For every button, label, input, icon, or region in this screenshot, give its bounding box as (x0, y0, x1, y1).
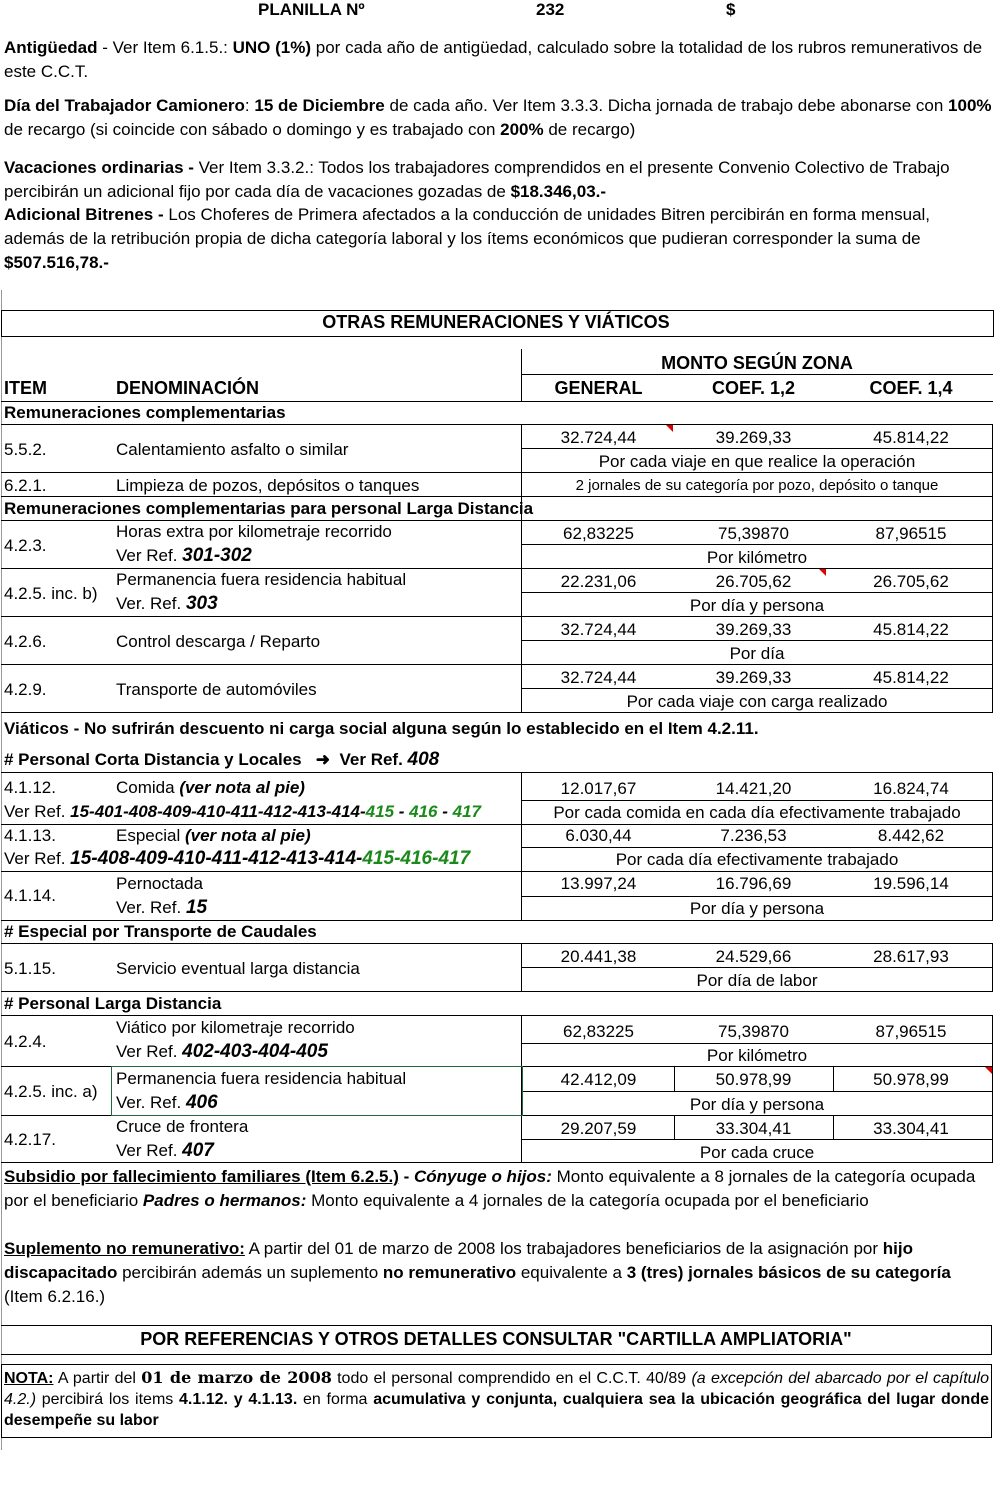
value-note: Por cada día efectivamente trabajado (615, 850, 899, 869)
value-coef12: 7.236,53 (720, 826, 787, 845)
ref-label: Ver Ref. (116, 546, 183, 565)
antiguedad-title: Antigüedad (4, 38, 98, 57)
corta-ref-value: 408 (407, 749, 440, 770)
grid-line (1, 824, 993, 825)
grid-line (521, 592, 993, 593)
value-general: 29.207,59 (560, 1119, 637, 1138)
grid-line (1, 920, 993, 921)
dia-text2: de recargo (si coincide con sábado o domingo y es trabajado con (4, 120, 501, 139)
grid-line (521, 896, 993, 897)
value-coef14: 87,96515 (875, 1022, 947, 1041)
value-coef12: 39.269,33 (715, 620, 792, 639)
ref-label: Ver. Ref. (116, 1093, 186, 1112)
vacaciones-amount: $18.346,03.- (510, 182, 607, 201)
item-name: Viático por kilometraje recorrido (116, 1018, 355, 1037)
grid-line (521, 544, 993, 545)
item-name: Control descarga / Reparto (116, 632, 321, 651)
value-coef14: 45.814,22 (873, 428, 949, 447)
ref-value: 15 (185, 897, 208, 918)
planilla-label: PLANILLA Nº (258, 0, 365, 19)
bitrenes-paragraph (4, 203, 994, 275)
planilla-number: 232 (536, 0, 565, 19)
suplemento-bold: 3 (tres) jornales básicos de su categoría (626, 1263, 951, 1282)
item-code: 6.2.1. (4, 476, 47, 495)
value-general: 22.231,06 (560, 572, 637, 591)
antiguedad-paragraph (4, 36, 994, 84)
dia-date: 15 de Diciembre (254, 96, 385, 115)
coef12-header: COEF. 1,2 (711, 378, 796, 398)
suplemento-paragraph (4, 1237, 994, 1309)
value-coef14: 16.824,74 (873, 779, 949, 798)
grid-line (1, 424, 993, 425)
ref-label: Ver Ref. (4, 802, 71, 821)
referencias-text: POR REFERENCIAS Y OTROS DETALLES CONSULTAR "CARTILLA AMPLIATORIA" (140, 1329, 852, 1349)
grid-line (1, 616, 993, 617)
currency-symbol: $ (726, 0, 736, 19)
section-title: OTRAS REMUNERACIONES Y VIÁTICOS (322, 312, 670, 332)
grid-line (1, 664, 993, 665)
value-note: Por cada comida en cada día efectivamente trabajado (553, 803, 961, 822)
grid-line (521, 688, 993, 689)
ref-value: 402-403-404-405 (182, 1041, 328, 1062)
value-note: Por cada viaje en que realice la operación (598, 452, 916, 471)
dia-text3: de recargo) (543, 120, 636, 139)
item-name-text: Especial (116, 826, 185, 845)
group-rem-larga: Remuneraciones complementarias para personal Larga Distancia (4, 499, 534, 518)
denominacion-header: DENOMINACIÓN (116, 378, 259, 398)
grid-line (1, 496, 993, 497)
general-header: GENERAL (554, 378, 643, 398)
value-coef12: 14.421,20 (715, 779, 792, 798)
ref-value: 15-408-409-410-411-412-413-414- (70, 848, 363, 869)
item-code: 5.5.2. (4, 440, 47, 459)
page-left-border (1, 290, 2, 1450)
item-name: Permanencia fuera residencia habitual (116, 570, 407, 589)
item-name: Limpieza de pozos, depósitos o tanques (116, 476, 420, 495)
value-coef14: 33.304,41 (873, 1119, 949, 1138)
value-coef14: 45.814,22 (873, 668, 949, 687)
item-name: Transporte de automóviles (116, 680, 317, 699)
nota-items: 4.1.12. y 4.1.13. (179, 1391, 298, 1408)
item-name (116, 778, 305, 798)
subsidio-padres-label: Padres o hermanos: (142, 1191, 307, 1210)
value-note: Por kilómetro (706, 548, 808, 567)
subsidio-title: Subsidio por fallecimiento familiares (Item 6.2.5.) (4, 1167, 399, 1186)
nota-text: A partir del (53, 1370, 142, 1387)
item-name: Permanencia fuera residencia habitual (116, 1069, 407, 1088)
subsidio-padres-text: Monto equivalente a 4 jornales de la categoría ocupada por el beneficiario (306, 1191, 869, 1210)
vacaciones-title: Vacaciones ordinarias - (4, 158, 199, 177)
nota-label: NOTA: (4, 1370, 54, 1387)
ref-label: Ver. Ref. (116, 898, 186, 917)
subsidio-paragraph (4, 1165, 994, 1213)
ref-value-green: 415 (365, 802, 395, 821)
value-general: 62,83225 (563, 1022, 634, 1041)
value-note: Por día y persona (689, 1095, 825, 1114)
antiguedad-text: - Ver Item 6.1.5.: (97, 38, 233, 57)
value-coef12: 75,39870 (718, 524, 789, 543)
grid-line (1, 871, 993, 872)
subsidio-dash: - (398, 1167, 414, 1186)
item-code: 4.1.13. (4, 826, 56, 845)
value-general: 42.412,09 (560, 1070, 637, 1089)
ref-label: Ver Ref. (116, 1141, 183, 1160)
value-general: 6.030,44 (565, 826, 632, 845)
vacaciones-paragraph (4, 156, 994, 204)
item-code: 4.2.5. inc. a) (4, 1082, 98, 1101)
ref-value: 15-401-408-409-410-411-412-413-414- (70, 802, 366, 821)
item-ref (4, 848, 470, 870)
item-name-note: (ver nota al pie) (184, 826, 311, 845)
value-general: 12.017,67 (560, 779, 637, 798)
item-name-text: Comida (116, 778, 180, 797)
nota-exception: (a excepción del abarcado por el capítulo 4.2.) (4, 1370, 990, 1408)
larga-heading: # Personal Larga Distancia (4, 994, 222, 1013)
item-code: 4.2.5. inc. b) (4, 584, 98, 603)
item-ref (116, 1092, 218, 1114)
dia-title: Día del Trabajador Camionero (4, 96, 245, 115)
ref-value: 406 (185, 1092, 218, 1113)
header-bottom-line (1, 401, 993, 402)
ref-label: Ver Ref. (4, 849, 71, 868)
grid-line (521, 640, 993, 641)
bitrenes-text: Los Choferes de Primera afectados a la conducción de unidades Bitren percibirán en forma mensual, además de la retribución propia de dicha categoría laboral y los ítems económicos que pudieran corresponder la suma de (4, 205, 931, 248)
suplemento-text: A partir del 01 de marzo de 2008 los trabajadores beneficiarios de la asignación por (244, 1239, 883, 1258)
value-general: 32.724,44 (560, 620, 637, 639)
grid-line (521, 1091, 993, 1092)
item-name (116, 826, 311, 846)
value-coef14: 28.617,93 (873, 947, 949, 966)
item-code: 4.2.3. (4, 536, 47, 555)
corta-heading (4, 749, 439, 771)
ref-value-green: 417 (452, 802, 481, 821)
ref-value-green: 416 (409, 802, 438, 821)
dia-pct2: 200% (500, 120, 544, 139)
item-name: Servicio eventual larga distancia (116, 959, 360, 978)
item-code: 4.2.6. (4, 632, 47, 651)
ref-value-green: 415-416-417 (362, 848, 471, 869)
grid-line (992, 1015, 993, 1162)
nota-text: en forma (297, 1391, 374, 1408)
value-coef12: 39.269,33 (715, 668, 792, 687)
value-general: 32.724,44 (560, 668, 637, 687)
value-coef12: 24.529,66 (715, 947, 792, 966)
suplemento-bold: no remunerativo (382, 1263, 517, 1282)
grid-line (1, 472, 993, 473)
item-code: 4.2.9. (4, 680, 47, 699)
item-name: Horas extra por kilometraje recorrido (116, 522, 392, 541)
value-note: Por día de labor (696, 971, 818, 990)
nota-bold-text: acumulativa y conjunta, cualquiera sea la ubicación geográfica del lugar donde desempeñe su labor (4, 1391, 989, 1429)
value-coef12: 75,39870 (718, 1022, 789, 1041)
item-name-note: (ver nota al pie) (179, 778, 305, 797)
value-coef12: 39.269,33 (715, 428, 792, 447)
subsidio-conyuge-label: Cónyuge o hijos: (414, 1167, 552, 1186)
value-general: 32.724,44 (560, 428, 637, 447)
item-code: 4.2.17. (4, 1130, 56, 1149)
value-coef12: 16.796,69 (715, 874, 792, 893)
item-name: Pernoctada (116, 874, 203, 893)
dia-text1: de cada año. Ver Item 3.3.3. Dicha jornada de trabajo debe abonarse con (384, 96, 949, 115)
nota-text: percibirá los items (36, 1391, 180, 1408)
item-ref (116, 593, 218, 615)
nota-date: 01 de marzo de 2008 (141, 1368, 332, 1387)
grid-line (1, 943, 993, 944)
grid-line (1, 991, 993, 992)
comment-marker (819, 569, 826, 576)
value-note: Por día y persona (689, 596, 825, 615)
suplemento-title: Suplemento no remunerativo: (4, 1239, 245, 1258)
coef14-header: COEF. 1,4 (869, 378, 953, 398)
grid-line (521, 847, 993, 848)
grid-line (521, 800, 993, 801)
suplemento-text: (Item 6.2.16.) (4, 1287, 106, 1306)
value-coef14: 19.596,14 (873, 874, 949, 893)
value-coef14: 26.705,62 (873, 572, 949, 591)
value-coef12: 33.304,41 (715, 1119, 792, 1138)
value-note: Por kilómetro (706, 1046, 808, 1065)
arrow-right-icon: ➜ (315, 750, 331, 769)
antiguedad-pct: (1%) (275, 38, 312, 57)
viaticos-heading: Viáticos - No sufrirán descuento ni carga social alguna según lo establecido en el Item 4.2.11. (4, 719, 759, 738)
corta-ref-label: Ver Ref. (339, 750, 403, 769)
value-coef14: 45.814,22 (873, 620, 949, 639)
item-ref (4, 802, 481, 822)
value-coef12: 26.705,62 (715, 572, 792, 591)
corta-label: # Personal Corta Distancia y Locales (4, 750, 302, 769)
nota-paragraph (4, 1367, 989, 1431)
dia-pct1: 100% (948, 96, 992, 115)
value-coef14: 8.442,62 (877, 826, 945, 845)
value-note: Por día y persona (689, 899, 825, 918)
grid-line (992, 772, 993, 920)
ref-dash: - (394, 802, 410, 821)
item-ref (116, 545, 252, 567)
caudales-heading: # Especial por Transporte de Caudales (4, 922, 317, 941)
value-general: 62,83225 (563, 524, 634, 543)
bitrenes-title: Adicional Bitrenes - (4, 205, 169, 224)
vacaciones-text: Ver Item 3.3.2.: Todos los trabajadores comprendidos en el presente Convenio Colectivo de Trabajo percibirán un adicional fijo por cada día de vacaciones gozadas de (4, 158, 950, 201)
grid-line (1, 1015, 993, 1016)
suplemento-text: equivalente a (516, 1263, 627, 1282)
comment-marker (985, 1067, 992, 1074)
comment-marker (666, 425, 673, 432)
value-note: Por día (729, 644, 785, 663)
nota-text: todo el personal comprendido en el C.C.T. 40/89 (331, 1370, 692, 1387)
item-header: ITEM (4, 378, 47, 398)
grid-line (521, 448, 993, 449)
item-ref (116, 1041, 328, 1063)
dia-colon: : (244, 96, 255, 115)
item-code: 5.1.15. (4, 959, 56, 978)
value-note: Por cada viaje con carga realizado (626, 692, 888, 711)
value-note: 2 jornales de su categoría por pozo, depósito o tanque (575, 477, 939, 494)
suplemento-bold: hijo discapacitado (4, 1239, 913, 1282)
ref-label: Ver. Ref. (116, 594, 186, 613)
item-code: 4.2.4. (4, 1032, 47, 1051)
grid-line (1, 772, 993, 773)
item-code: 4.1.14. (4, 886, 56, 905)
group-rem-comp: Remuneraciones complementarias (4, 403, 286, 422)
value-general: 20.441,38 (560, 947, 637, 966)
antiguedad-text2: por cada año de antigüedad, calculado sobre la totalidad de los rubros remunerativos de este C.C.T. (4, 38, 983, 81)
value-coef14: 87,96515 (875, 524, 947, 543)
monto-underline (521, 374, 993, 375)
ref-value: 301-302 (182, 545, 252, 566)
grid-line (521, 967, 993, 968)
item-code: 4.1.12. (4, 778, 56, 797)
item-name: Calentamiento asfalto o similar (116, 440, 349, 459)
grid-line (1, 520, 993, 521)
ref-value: 407 (182, 1140, 214, 1161)
item-name: Cruce de frontera (116, 1117, 249, 1136)
bitrenes-amount: $507.516,78.- (4, 253, 109, 272)
item-ref (116, 1140, 214, 1162)
subsidio-conyuge-text: Monto equivalente a 8 jornales de la categoría ocupada por el beneficiario (4, 1167, 976, 1210)
item-ref (116, 897, 207, 919)
value-note: Por cada cruce (699, 1143, 815, 1162)
monto-zona-header: MONTO SEGÚN ZONA (661, 353, 853, 373)
grid-line (521, 1139, 993, 1140)
ref-label: Ver Ref. (116, 1042, 183, 1061)
ref-dash: - (437, 802, 453, 821)
grid-line (1, 712, 993, 713)
value-coef12: 50.978,99 (715, 1070, 792, 1089)
value-coef14: 50.978,99 (873, 1070, 949, 1089)
value-general: 13.997,24 (560, 874, 637, 893)
grid-line (521, 1043, 993, 1044)
grid-line (1, 568, 993, 569)
dia-camionero-paragraph (4, 94, 994, 142)
antiguedad-uno: UNO (232, 38, 271, 57)
ref-value: 303 (185, 593, 218, 614)
suplemento-text: percibirán además un suplemento (117, 1263, 383, 1282)
